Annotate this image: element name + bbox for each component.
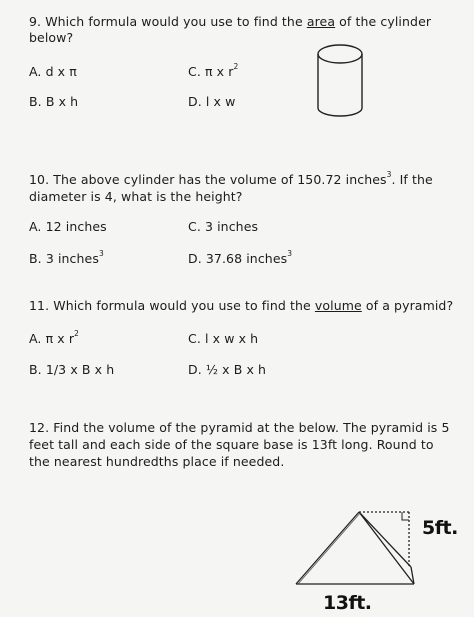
cylinder-figure [318,45,362,116]
q10-option-d-base: D. 37.68 inches [188,251,288,266]
q12-line1: 12. Find the volume of the pyramid at the below. The pyramid is 5 [29,420,450,435]
q9-line1-suffix: of the cylinder [335,14,432,29]
q11-option-c: C. l x w x h [188,331,259,346]
q9-keyword-area: area [306,14,336,29]
q11-line1-prefix: 11. Which formula would you use to find the [29,298,315,313]
cylinder-bottom-arc [318,108,362,116]
q10-option-b-base: B. 3 inches [29,251,99,266]
pyramid-left-edge [296,512,359,584]
q10-option-c: C. 3 inches [188,219,259,234]
q11-option-d: D. ½ x B x h [188,362,267,377]
pyramid-front-right-edge [359,512,414,584]
q11-option-a-base: A. π x r [29,331,75,346]
q9-line2: below? [29,30,74,45]
pyramid-figure [296,512,414,584]
q10-option-a: A. 12 inches [29,219,107,234]
q11-option-b: B. 1/3 x B x h [29,362,115,377]
right-angle-mark [402,512,409,520]
base-label: 13ft. [323,592,372,614]
q9-option-c-exponent: 2 [233,62,239,71]
q10-line2: diameter is 4, what is the height? [29,189,243,204]
q10-line1-prefix: 10. The above cylinder has the volume of 150.72 inches [29,172,387,187]
q9-option-d: D. l x w [188,94,236,109]
q9-option-b: B. B x h [29,94,79,109]
q11-line1-suffix: of a pyramid? [361,298,454,313]
q10-line1-suffix: . If the [391,172,433,187]
q9-line1-prefix: 9. Which formula would you use to find the [29,14,307,29]
height-label: 5ft. [422,517,458,539]
q12-line3: the nearest hundredths place if needed. [29,454,285,469]
q12-line2: feet tall and each side of the square base is 13ft long. Round to [29,437,434,452]
q9-option-a: A. d x π [29,64,77,79]
q11-option-a-exponent: 2 [74,329,79,338]
q10-option-d-exponent: 3 [287,249,293,258]
q9-option-c-base: C. π x r [188,64,234,79]
cylinder-top-ellipse [318,45,362,63]
q10-option-b-exponent: 3 [98,249,104,258]
pyramid-shade-line [298,512,361,584]
q11-keyword-volume: volume [314,298,362,313]
q10-line1-exponent: 3 [386,170,392,179]
